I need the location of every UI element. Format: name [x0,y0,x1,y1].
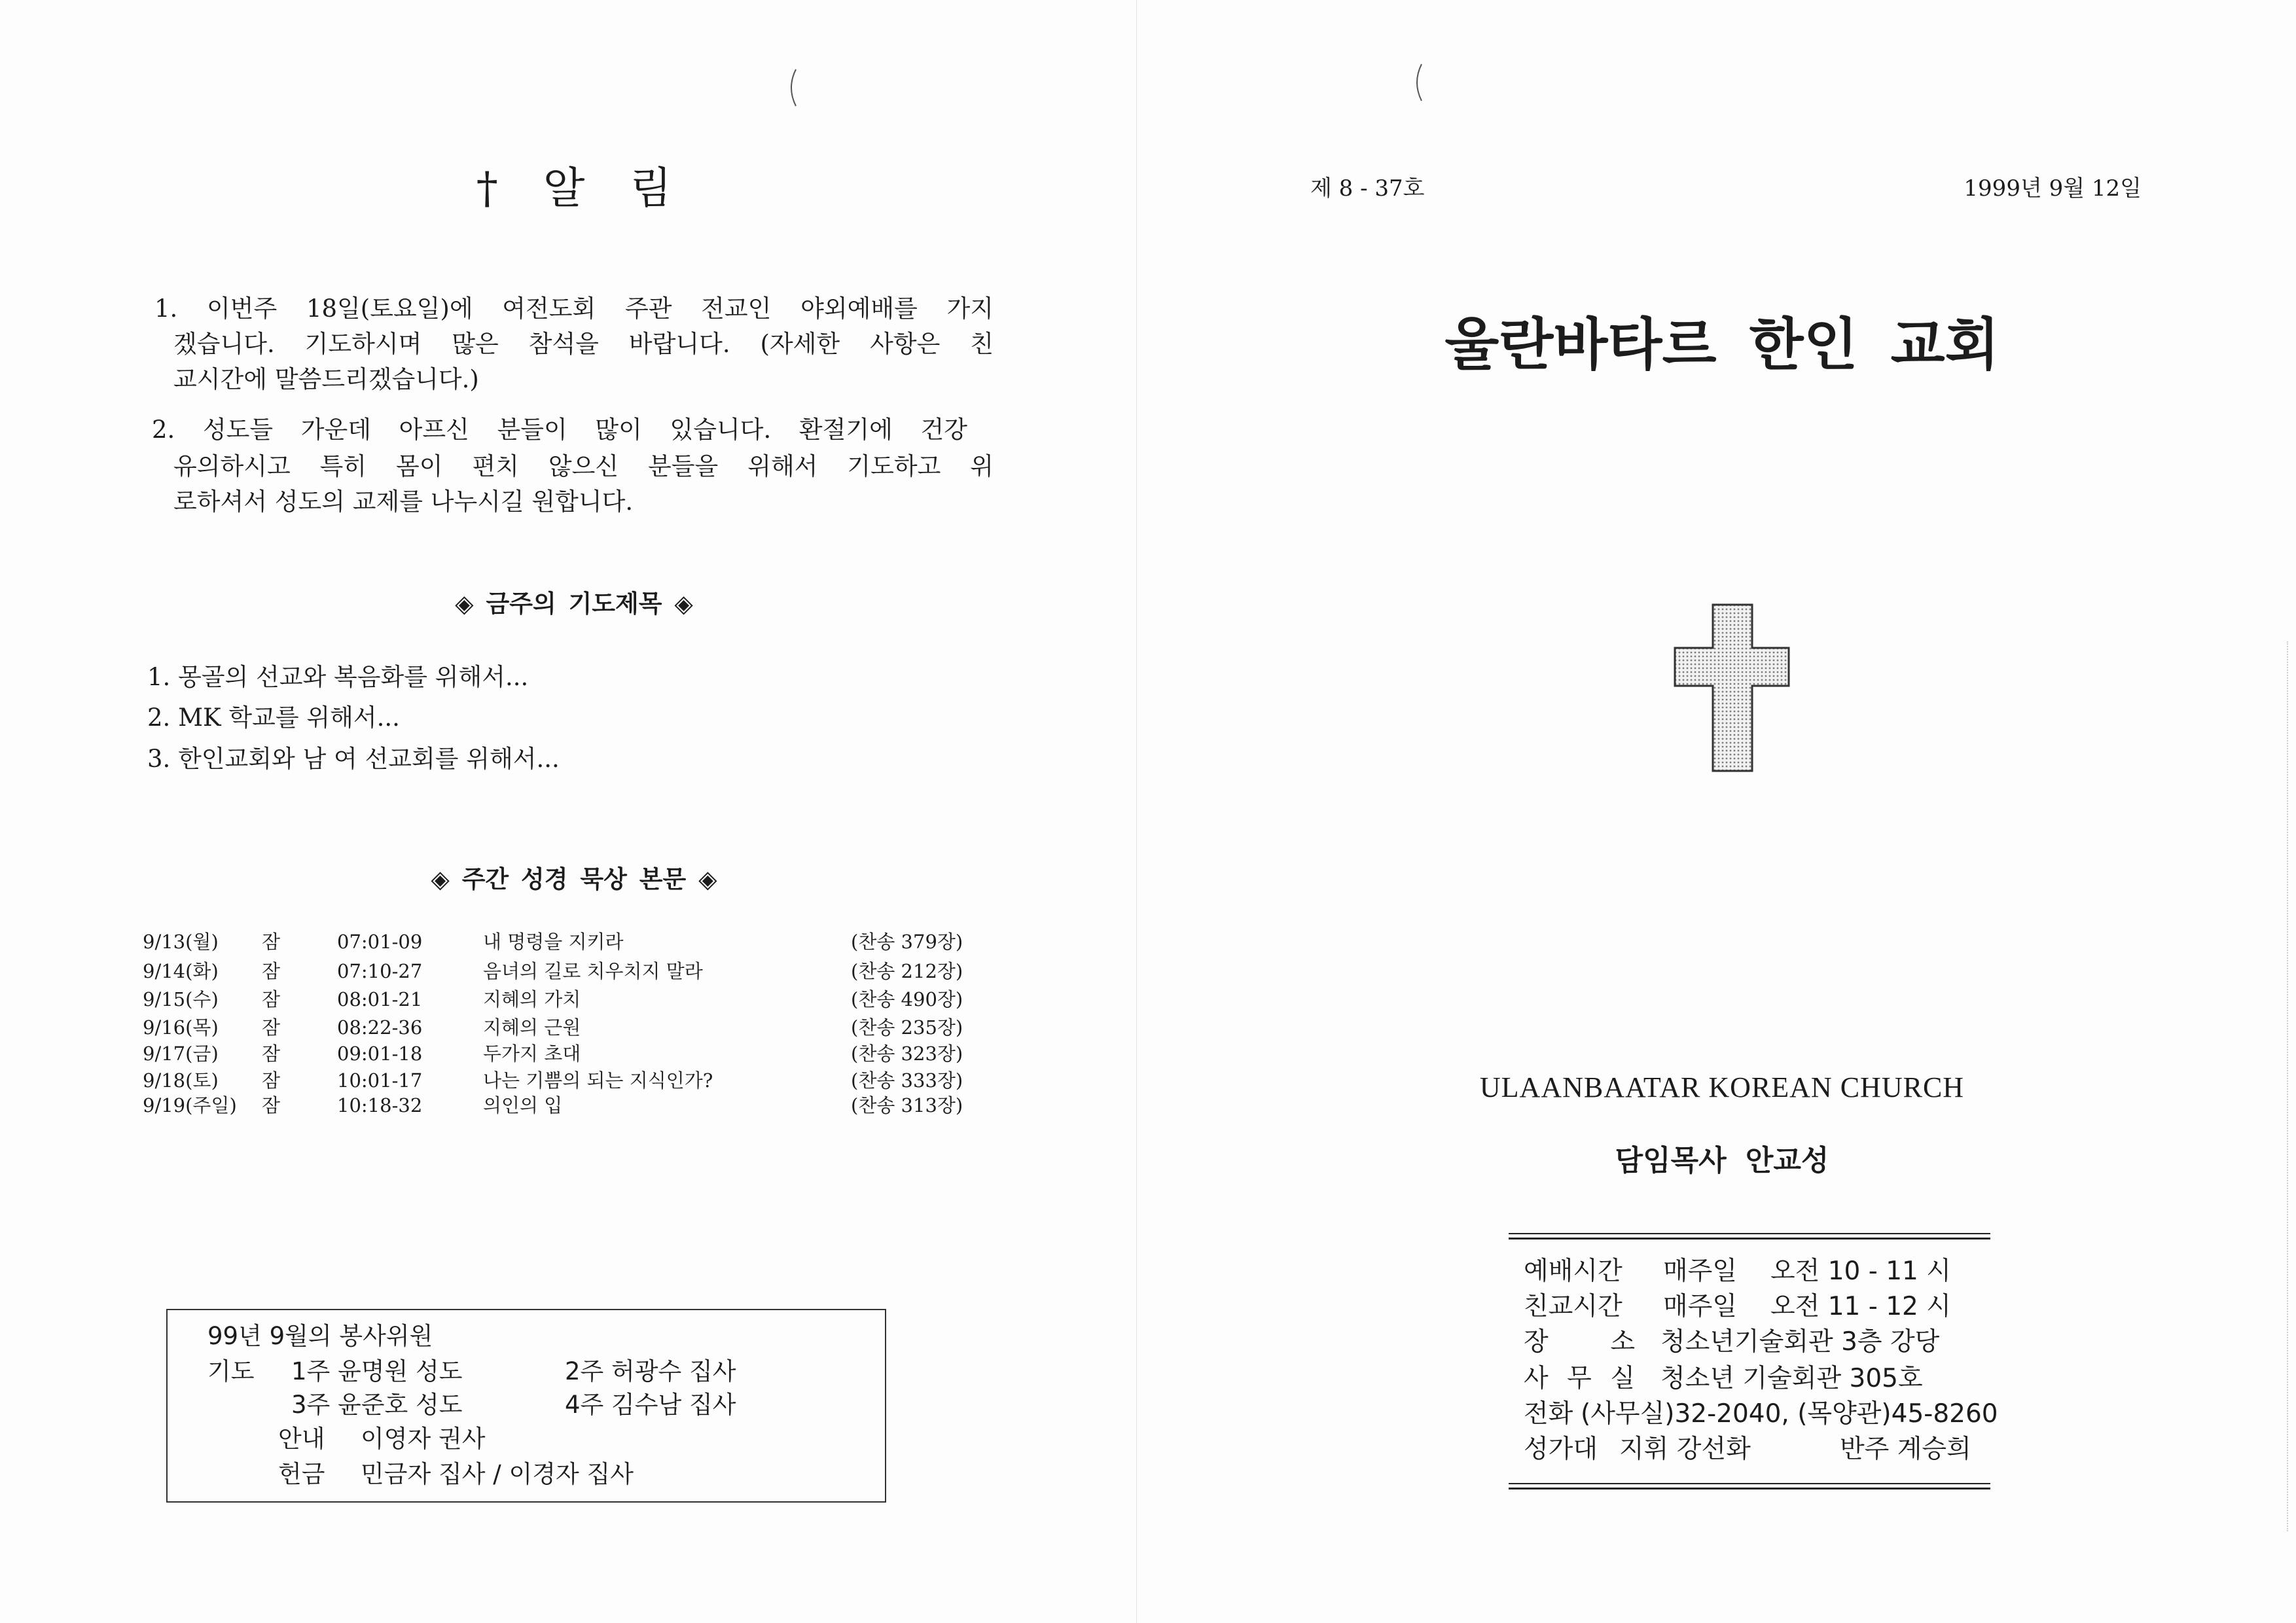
info-value: 청소년기술회관 3층 강당 [1660,1327,1940,1357]
reading-date: 9/17(금) [143,1043,219,1065]
reading-book: 잠 [262,960,281,982]
info-day: 매주일 [1663,1257,1738,1286]
prayer-topics-heading: ◈ 금주의 기도제목 ◈ [455,589,693,618]
reading-hymn: (찬송 490장) [851,988,963,1010]
cross-icon [1674,603,1790,772]
reading-verses: 07:01-09 [337,931,423,953]
bible-reading-heading: ◈ 주간 성경 묵상 본문 ◈ [431,865,717,893]
reading-verses: 08:01-21 [337,988,423,1010]
info-row-phone [1524,1397,1998,1431]
issue-number: 제 8 - 37호 [1310,175,1425,202]
reading-date: 9/16(목) [143,1016,219,1039]
prayer-duty-week4: 4주 김수남 집사 [565,1391,736,1419]
notice-line: 교시간에 말씀드리겠습니다.) [173,365,479,393]
prayer-item: 1. 몽골의 선교와 복음화를 위해서... [147,663,529,691]
reading-hymn: (찬송 323장) [851,1043,963,1065]
reading-hymn: (찬송 235장) [851,1016,963,1039]
reading-book: 잠 [262,1094,281,1116]
info-label: 장 소 [1524,1327,1635,1357]
info-label: 전화 [1524,1399,1573,1429]
info-label: 성가대 [1524,1435,1598,1464]
notice-title: † 알 림 [476,163,672,213]
usher-name: 이영자 권사 [361,1425,486,1453]
info-day: 매주일 [1663,1292,1738,1321]
prayer-duty-week3: 3주 윤준호 성도 [291,1391,463,1419]
info-value: 청소년 기술회관 305호 [1660,1364,1923,1393]
notice-line: 겠습니다. 기도하시며 많은 참석을 바랍니다. (자세한 사항은 친 [173,330,994,358]
senior-pastor: 담임목사 안교성 [1615,1144,1829,1177]
reading-verses: 10:18-32 [337,1094,423,1116]
reading-date: 9/15(수) [143,988,219,1010]
reading-book: 잠 [262,1043,281,1065]
reading-title: 내 명령을 지키라 [483,931,624,953]
prayer-duty-week2: 2주 허광수 집사 [565,1357,736,1385]
info-label: 친교시간 [1524,1292,1623,1321]
reading-verses: 09:01-18 [337,1043,423,1065]
reading-date: 9/14(화) [143,960,219,982]
volunteer-box [166,1309,886,1503]
info-time: 오전 10 - 11 시 [1770,1257,1951,1286]
reading-title: 지혜의 가치 [483,988,581,1010]
reading-verses: 08:22-36 [337,1016,423,1039]
prayer-duty-week1: 1주 윤명원 성도 [291,1357,463,1385]
reading-date: 9/19(주일) [143,1094,237,1116]
usher-label: 안내 [278,1425,325,1453]
reading-book: 잠 [262,988,281,1010]
info-label: 사 무 실 [1524,1364,1635,1393]
offering-label: 헌금 [278,1460,325,1488]
bulletin-date: 1999년 9월 12일 [1964,175,2142,202]
prayer-item: 3. 한인교회와 남 여 선교회를 위해서... [147,745,560,773]
reading-hymn: (찬송 333장) [851,1069,963,1092]
reading-hymn: (찬송 313장) [851,1094,963,1116]
reading-date: 9/18(토) [143,1069,219,1092]
notice-line: 로하셔서 성도의 교제를 나누시길 원합니다. [173,488,634,516]
reading-book: 잠 [262,1069,281,1092]
church-name-english: ULAANBAATAR KOREAN CHURCH [1479,1071,1965,1103]
info-row-fellowship [1524,1290,1995,1324]
reading-title: 음녀의 길로 치우치지 말라 [483,960,703,982]
double-rule-bottom [1509,1483,1990,1489]
reading-title: 의인의 입 [483,1094,563,1116]
info-row-office [1524,1362,1995,1396]
info-row-worship [1524,1255,1995,1289]
reading-title: 지혜의 근원 [483,1016,581,1039]
double-rule-top [1509,1233,1990,1240]
info-row-place [1524,1325,1995,1359]
center-fold-line [1136,0,1137,1623]
volunteer-heading: 99년 9월의 봉사위원 [207,1322,433,1350]
scan-edge-noise [2287,641,2288,1531]
reading-hymn: (찬송 379장) [851,931,963,953]
choir-accompanist: 반주 계승희 [1840,1435,1971,1464]
prayer-duty-label: 기도 [207,1357,255,1385]
reading-hymn: (찬송 212장) [851,960,963,982]
reading-verses: 07:10-27 [337,960,423,982]
reading-date: 9/13(월) [143,931,219,953]
info-value: (사무실)32-2040, (목양관)45-8260 [1581,1399,1998,1429]
info-row-choir [1524,1433,1995,1467]
info-time: 오전 11 - 12 시 [1770,1292,1951,1321]
reading-book: 잠 [262,1016,281,1039]
scan-mark [1411,63,1424,102]
notice-line: 2. 성도들 가운데 아프신 분들이 많이 있습니다. 환절기에 건강 [152,416,967,444]
notice-line: 1. 이번주 18일(토요일)에 여전도회 주관 전교인 야외예배를 가지 [154,294,994,323]
reading-title: 나는 기쁨의 되는 지식인가? [483,1069,713,1092]
offering-names: 민금자 집사 / 이경자 집사 [361,1460,634,1488]
church-name-korean: 울란바타르 한인 교회 [1444,312,2000,378]
scan-mark [785,68,798,107]
reading-verses: 10:01-17 [337,1069,423,1092]
prayer-item: 2. MK 학교를 위해서... [147,704,400,732]
choir-conductor: 지휘 강선화 [1619,1435,1751,1464]
reading-title: 두가지 초대 [483,1043,581,1065]
notice-line: 유의하시고 특히 몸이 편치 않으신 분들을 위해서 기도하고 위 [173,452,994,480]
info-label: 예배시간 [1524,1257,1623,1286]
reading-book: 잠 [262,931,281,953]
